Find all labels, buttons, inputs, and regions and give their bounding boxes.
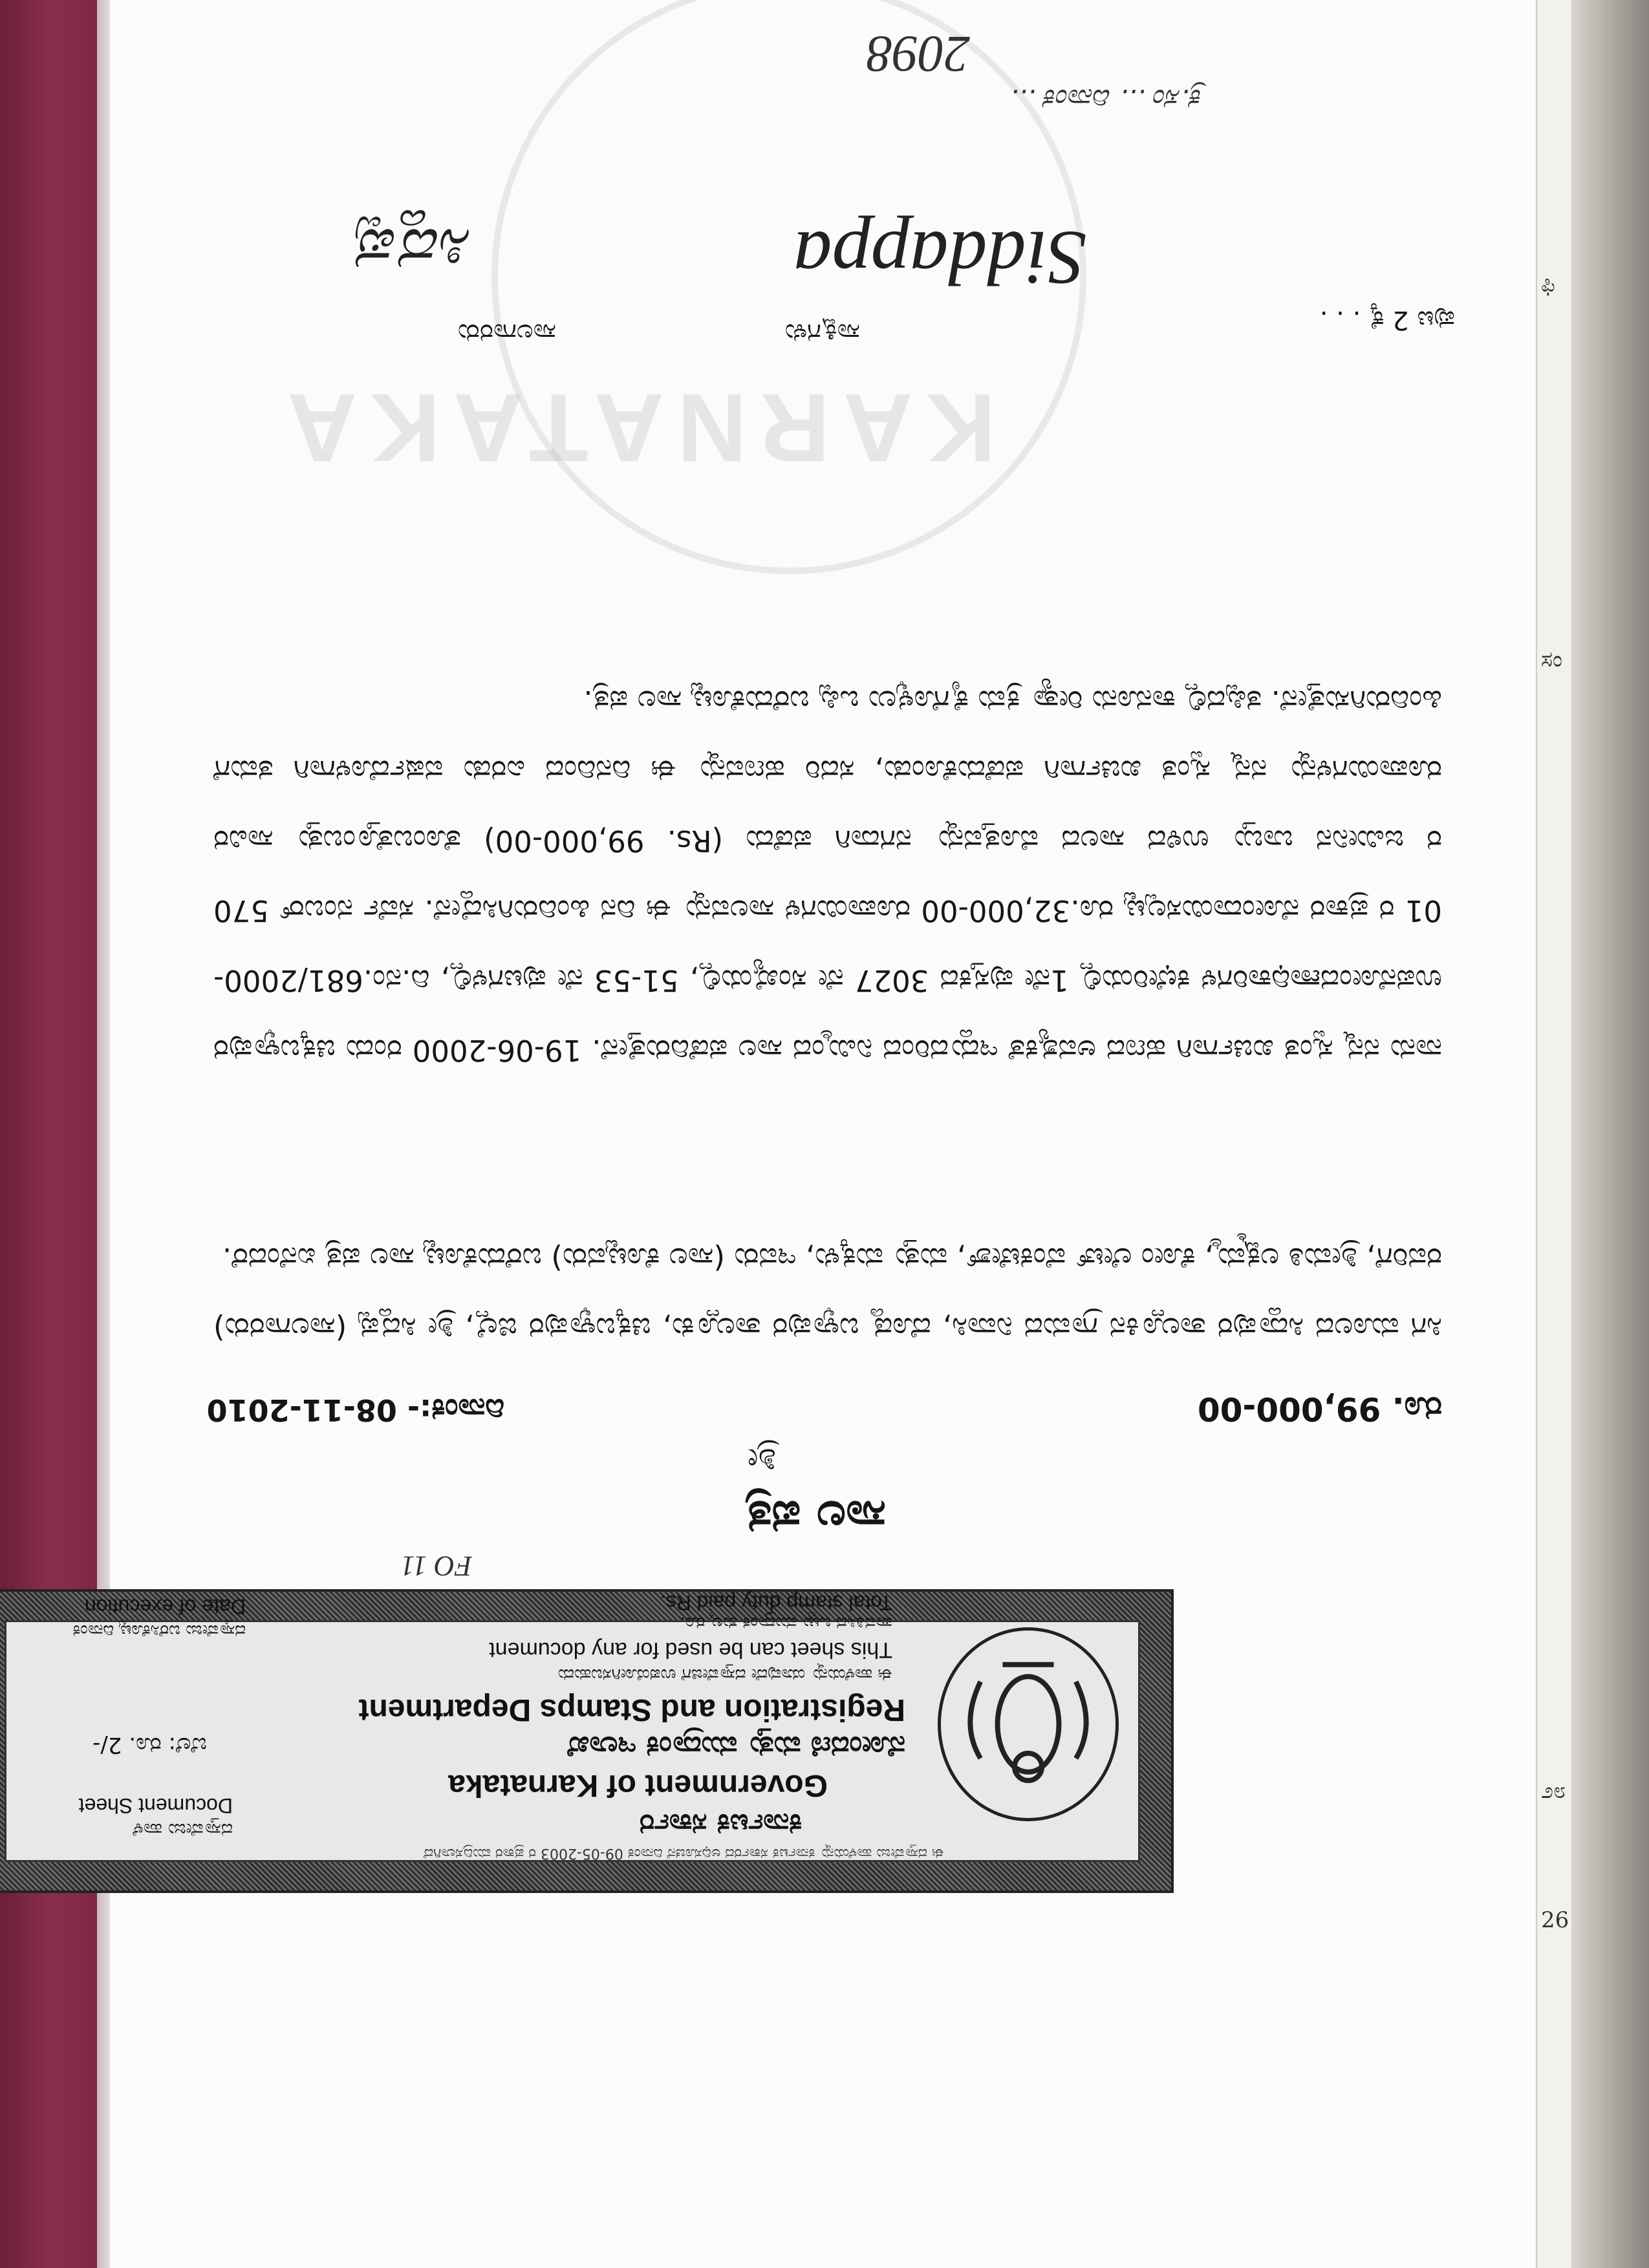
loan-amount: ರೂ. 99,000-00 — [1197, 1390, 1442, 1428]
document-sheet-kannada: ದಸ್ತಾವೇಜು ಹಾಳೆ — [133, 1819, 233, 1841]
stamp-inner-panel — [5, 1591, 1140, 1862]
stamp-department-english: Registration and Stamps Department — [358, 1693, 905, 1727]
document-page — [72, 0, 1539, 2268]
paragraph-terms: ನಾನು ನನ್ನ ಸ್ವಂತ ಖರ್ಚಿಗಾಗಿ ಹಣದ ಅವಶ್ಯಕತೆ ಇದ್ದುದರಿಂದ ನಿಮ್ಮಿಂದ ಸಾಲ ಪಡೆದಿರುತ್ತೇನೆ. 19-06-2000 ರಂದು ಚಿಕ್ಕಬಳ್ಳಾಪುರ ಉಪನೋಂದಣಾಧಿಕಾರಿಗಳ ಕಛೇರಿಯಲ್ಲಿ 1ನೇ ಪುಸ್ತಕದ 3027 ನೇ ಸಂಖ್ಯೆಯಲ್ಲಿ, 51-53 ನೇ ಪುಟಗಳಲ್ಲಿ, ದಿ.ನಂ.681/2000-01 ರ ಪ್ರಕಾರ ನೋಂದಾಯಿಸಲ್ಪಟ್ಟ ರೂ.32,000-00 ರೂಪಾಯಿಗಳ ಸಾಲವನ್ನು ಈ ದಿನ ಹಿಂದಿರುಗಿಸಿದ್ದೇನೆ. ಸರ್ವೆ ನಂಬರ್ 570 ರ ಜಮೀನಿನ ಬಾಬ್ತು ಉಳಿದ ಸಾಲದ ಮೊತ್ತವನ್ನು ನಗದಾಗಿ ಪಡೆದು (Rs. 99,000-00) ತೊಂಬತ್ತೊಂಬತ್ತು ಸಾವಿರ ರೂಪಾಯಿಗಳನ್ನು ನನ್ನ ಸ್ವಂತ ಖರ್ಚಿಗಾಗಿ ಪಡೆದುಕೊಂಡು, ಸದರಿ ಹಣವನ್ನು ಈ ದಿನದಿಂದ ಎರಡು ವರ್ಷದೊಳಗಾಗಿ ತಮಗೆ ಹಿಂದಿರುಗಿಸುತ್ತೇನೆ. ತಪ್ಪಿದಲ್ಲಿ ಕಾನೂನು ರೀತ್ಯಾ ಕ್ರಮ ಕೈಗೊಳ್ಳಲು ಒಪ್ಪಿ ಬರೆದುಕೊಟ್ಟ ಸಾಲ ಪತ್ರ. — [213, 684, 1442, 1067]
document-date: ದಿನಾಂಕ:- 08-11-2010 — [206, 1393, 504, 1428]
page-stack-edge — [1571, 0, 1649, 2268]
stamp-duty-english: Total stamp duty paid Rs. — [660, 1591, 892, 1614]
stamp-notice: ಈ ದಸ್ತಾವೇಜು ಹಾಳೆಯನ್ನು ಕರ್ನಾಟಕ ಸರ್ಕಾರದ ಅಧಿಸೂಚನೆ ದಿನಾಂಕ 09-05-2003 ರ ಪ್ರಕಾರ ಮುದ್ರಿಸಲಾಗಿದೆ — [424, 1845, 944, 1861]
title-symbol: ಶ್ರೀ — [748, 1442, 776, 1479]
stamp-usage-kannada: ಈ ಹಾಳೆಯನ್ನು ಯಾವುದೇ ದಸ್ತಾವೇಜಿಗೆ ಉಪಯೋಗಿಸಬಹುದು — [557, 1665, 892, 1684]
stamp-usage-english: This sheet can be used for any document — [489, 1638, 892, 1662]
next-page-mark-2: ೨೮ — [1541, 1778, 1566, 1804]
paragraph-parties: ಸಿಗ ಮೂಲದ ಸಿದ್ದಾಪುರ ತಾಲ್ಲೂಕಿನ ಗ್ರಾಮದ ನಿವಾಸಿ, ದೊಡ್ಡ ಬಳ್ಳಾಪುರ ತಾಲ್ಲೂಕು, ಚಿಕ್ಕಬಳ್ಳಾಪುರ ಜಿಲ್ಲೆ, ಶ್ರೀ ಸಿದ್ದಪ್ಪ (ಸಾಲಗಾರರು) ರವರಿಗೆ, ಶ್ರೀಮತಿ ಲಕ್ಷ್ಮಮ್ಮ, ಕೋಂ ಲೇಟ್ ವೆಂಕಟೇಶ್, ಮತ್ತು ಮಕ್ಕಳು, ಇವರು (ಸಾಲ ಕೊಟ್ಟವರು) ಬರೆದುಕೊಟ್ಟ ಸಾಲ ಪತ್ರ ಏನೆಂದರೆ. — [213, 1241, 1442, 1345]
signature-english: Siddappa — [793, 215, 1086, 301]
execution-date-english: Date of execution — [84, 1595, 246, 1618]
page-continuation-note: ಪುಟ 2 ಕ್ಕೆ . . . — [1319, 305, 1455, 335]
handwritten-note: FO 11 — [400, 1550, 472, 1582]
book-binding — [0, 0, 113, 2268]
stamp-government-kannada: ಕರ್ನಾಟಕ ಸರ್ಕಾರ — [639, 1808, 802, 1841]
lender-label: ಸಾಲಗಾರರು — [457, 318, 556, 348]
document-sheet-english: Document Sheet — [78, 1794, 233, 1817]
rotated-document — [72, 0, 1539, 2268]
execution-date-kannada: ದಸ್ತಾವೇಜು ಬರೆಸಿಕೊಟ್ಟ ದಿನಾಂಕ — [72, 1621, 246, 1640]
document-title: ಸಾಲ ಪತ್ರ — [746, 1491, 886, 1544]
karnataka-emblem-icon — [938, 1627, 1119, 1821]
next-page-mark-1: 26 — [1541, 1907, 1569, 1933]
stamp-duty-kannada: ಪಾವತಿಸಿದ ಒಟ್ಟು ಮುದ್ರಾಂಕ ಶುಲ್ಕ ರೂ. — [680, 1613, 892, 1632]
handwritten-register-line: ಕ್ರ.ಸಂ ... ದಿನಾಂಕ ... — [1010, 83, 1203, 115]
next-page-edge — [1536, 0, 1576, 2268]
signature-kannada: ಸಿದ್ದಪ್ಪ — [356, 215, 472, 283]
stamp-government-english: Government of Karnataka — [448, 1768, 828, 1803]
witness-label: ಸಾಕ್ಷಿಗಳು — [784, 318, 860, 348]
stamp-paper-header — [0, 1589, 1174, 1893]
handwritten-register-number: 2098 — [867, 25, 970, 82]
stamp-price: ಬೆಲೆ: ರೂ. 2/- — [92, 1732, 207, 1758]
next-page-mark-3: ಸಂ — [1541, 647, 1563, 672]
watermark-text: KARNATAKA — [274, 374, 996, 482]
stamp-department-kannada: ನೋಂದಣಿ ಮತ್ತು ಮುದ್ರಾಂಕ ಇಲಾಖೆ — [567, 1730, 905, 1763]
next-page-mark-4: ಫಿ — [1541, 272, 1555, 297]
